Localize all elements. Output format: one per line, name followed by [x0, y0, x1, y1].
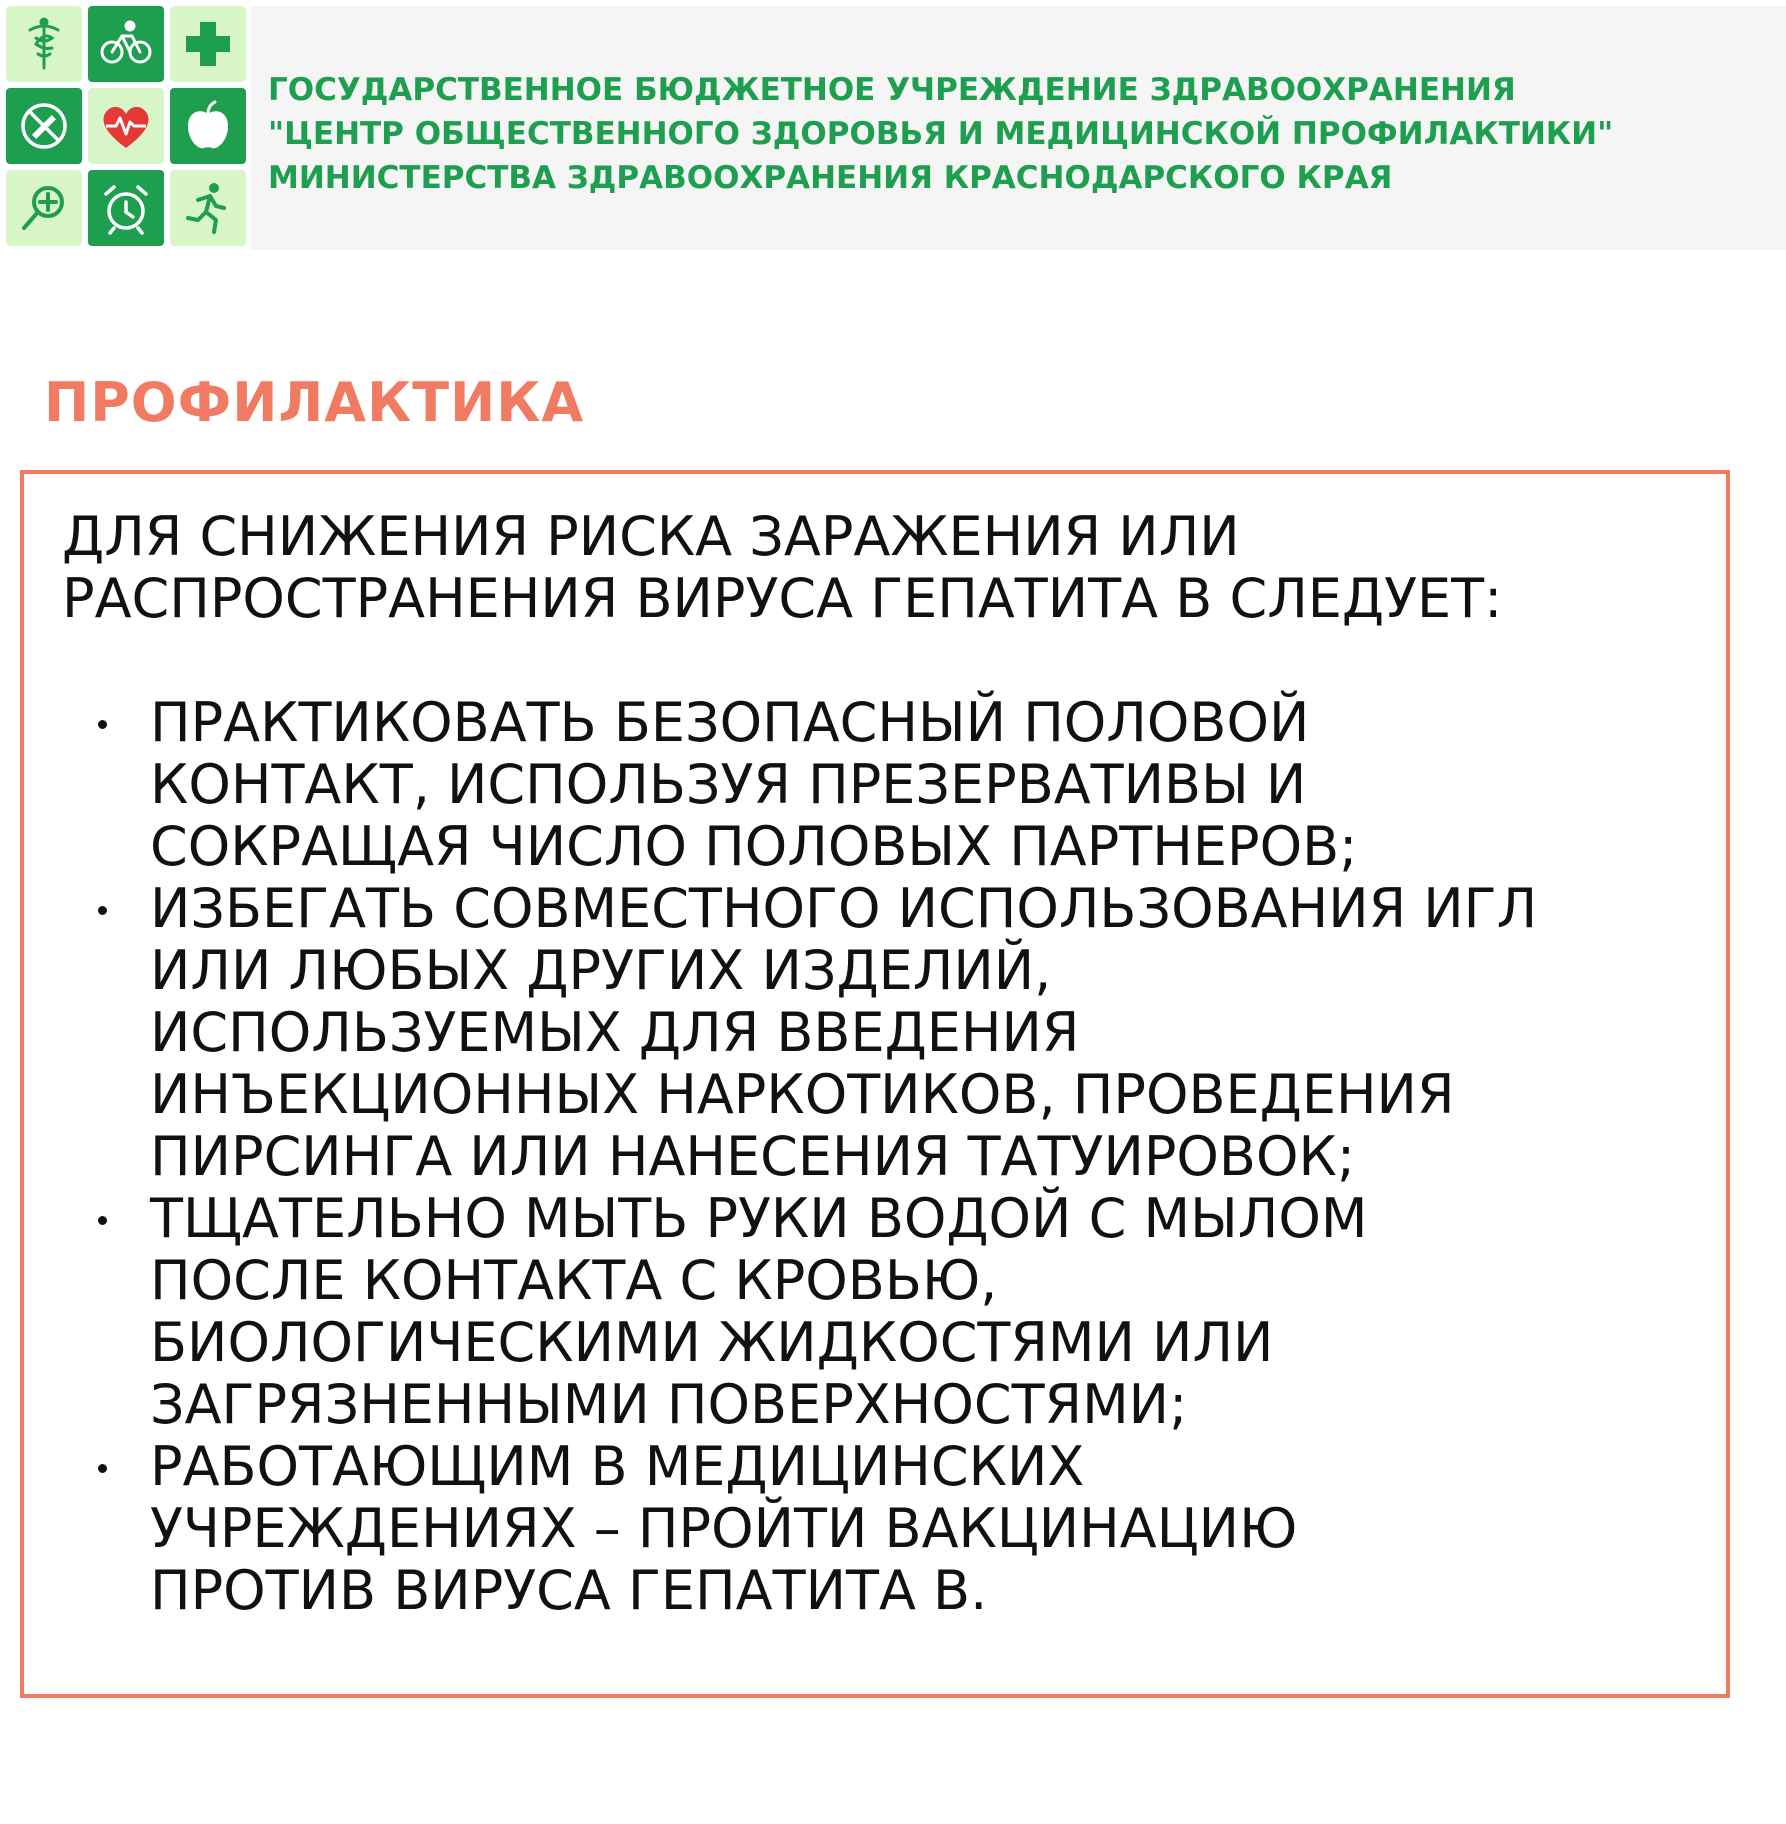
list-item [62, 878, 1702, 1188]
bicycle-icon [88, 6, 164, 82]
list-item-line: ЗАГРЯЗНЕННЫМИ ПОВЕРХНОСТЯМИ; [150, 1373, 1188, 1436]
bullet-dot-icon [98, 906, 107, 915]
list-item-line: ТЩАТЕЛЬНО МЫТЬ РУКИ ВОДОЙ С МЫЛОМ [150, 1187, 1368, 1250]
org-line: МИНИСТЕРСТВА ЗДРАВООХРАНЕНИЯ КРАСНОДАРСКОГО КРАЯ [268, 160, 1393, 196]
list-item [62, 1436, 1702, 1622]
org-line: "ЦЕНТР ОБЩЕСТВЕННОГО ЗДОРОВЬЯ И МЕДИЦИНСКОЙ ПРОФИЛАКТИКИ" [268, 116, 1614, 152]
list-item-line: ПОСЛЕ КОНТАКТА С КРОВЬЮ, [150, 1249, 998, 1312]
list-item-line: ИЛИ ЛЮБЫХ ДРУГИХ ИЗДЕЛИЙ, [150, 939, 1052, 1002]
magnifier-plus-icon [6, 170, 82, 246]
list-item-line: КОНТАКТ, ИСПОЛЬЗУЯ ПРЕЗЕРВАТИВЫ И [150, 753, 1307, 816]
logo-grid [6, 6, 246, 246]
list-item-line: СОКРАЩАЯ ЧИСЛО ПОЛОВЫХ ПАРТНЕРОВ; [150, 815, 1358, 878]
bullet-dot-icon [98, 1216, 107, 1225]
intro-text [62, 506, 1702, 630]
list-item-line: ИСПОЛЬЗУЕМЫХ ДЛЯ ВВЕДЕНИЯ [150, 1001, 1080, 1064]
runner-icon [170, 170, 246, 246]
bullet-dot-icon [98, 1464, 107, 1473]
organization-name [268, 68, 1613, 200]
list-item-line: ПИРСИНГА ИЛИ НАНЕСЕНИЯ ТАТУИРОВОК; [150, 1125, 1356, 1188]
org-line: ГОСУДАРСТВЕННОЕ БЮДЖЕТНОЕ УЧРЕЖДЕНИЕ ЗДРАВООХРАНЕНИЯ [268, 72, 1516, 108]
alarm-clock-icon [88, 170, 164, 246]
list-item-line: УЧРЕЖДЕНИЯХ – ПРОЙТИ ВАКЦИНАЦИЮ [150, 1497, 1298, 1560]
section-title: ПРОФИЛАКТИКА [44, 371, 585, 434]
intro-line: РАСПРОСТРАНЕНИЯ ВИРУСА ГЕПАТИТА В СЛЕДУЕТ: [62, 567, 1503, 630]
list-item-line: БИОЛОГИЧЕСКИМИ ЖИДКОСТЯМИ ИЛИ [150, 1311, 1274, 1374]
bullet-dot-icon [98, 720, 107, 729]
prevention-list [62, 692, 1702, 1622]
list-item-line: ПРАКТИКОВАТЬ БЕЗОПАСНЫЙ ПОЛОВОЙ [150, 691, 1310, 754]
medical-cross-icon [170, 6, 246, 82]
apple-icon [170, 88, 246, 164]
content-box [20, 470, 1730, 1698]
intro-line: ДЛЯ СНИЖЕНИЯ РИСКА ЗАРАЖЕНИЯ ИЛИ [62, 505, 1240, 568]
caduceus-icon [6, 6, 82, 82]
list-item-line: РАБОТАЮЩИМ В МЕДИЦИНСКИХ [150, 1435, 1085, 1498]
heartbeat-icon [88, 88, 164, 164]
list-item [62, 692, 1702, 878]
list-item-line: ПРОТИВ ВИРУСА ГЕПАТИТА В. [150, 1559, 988, 1622]
no-smoking-icon [6, 88, 82, 164]
list-item [62, 1188, 1702, 1436]
list-item-line: ИНЪЕКЦИОННЫХ НАРКОТИКОВ, ПРОВЕДЕНИЯ [150, 1063, 1455, 1126]
list-item-line: ИЗБЕГАТЬ СОВМЕСТНОГО ИСПОЛЬЗОВАНИЯ ИГЛ [150, 877, 1538, 940]
